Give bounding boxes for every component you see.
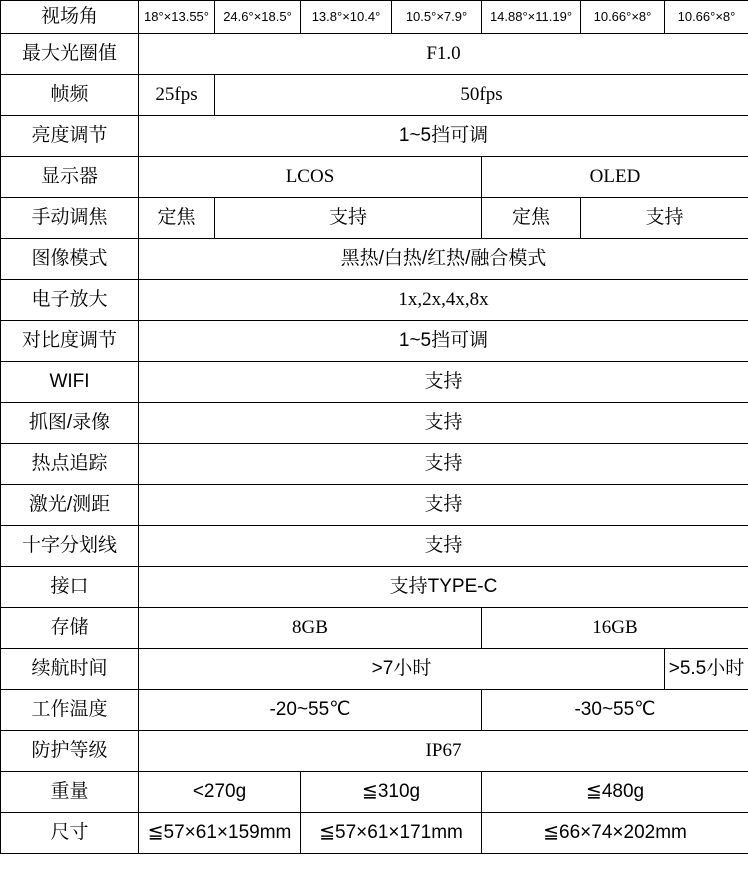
table-row [1,485,748,526]
table-cell: 13.8°×10.4° [301,1,392,34]
table-cell: 支持 [139,444,748,485]
row-label: 亮度调节 [1,116,139,157]
table-cell: ≦57×61×159mm [139,813,301,854]
row-label: 尺寸 [1,813,139,854]
table-row [1,403,748,444]
row-label: 显示器 [1,157,139,198]
table-cell: >7小时 [139,649,665,690]
table-cell: 18°×13.55° [139,1,215,34]
table-row [1,239,748,280]
table-cell: 支持TYPE-C [139,567,748,608]
row-label: 激光/测距 [1,485,139,526]
table-cell: 50fps [215,75,748,116]
table-cell: LCOS [139,157,482,198]
table-cell: 24.6°×18.5° [215,1,301,34]
row-label: 图像模式 [1,239,139,280]
row-label: 对比度调节 [1,321,139,362]
specification-table-body [1,1,748,854]
table-row [1,34,748,75]
table-row [1,1,748,34]
row-label: 视场角 [1,1,139,34]
row-label: 抓图/录像 [1,403,139,444]
table-cell: -20~55℃ [139,690,482,731]
table-cell: 14.88°×11.19° [482,1,581,34]
row-label: 十字分划线 [1,526,139,567]
table-row [1,157,748,198]
table-cell: ≦480g [482,772,748,813]
table-cell: 1x,2x,4x,8x [139,280,748,321]
table-cell: 支持 [139,526,748,567]
table-cell: 1~5挡可调 [139,116,748,157]
table-row [1,649,748,690]
table-row [1,362,748,403]
table-row [1,813,748,854]
row-label: 接口 [1,567,139,608]
table-cell: <270g [139,772,301,813]
row-label: 手动调焦 [1,198,139,239]
table-cell: ≦310g [301,772,482,813]
table-cell: 支持 [215,198,482,239]
row-label: 存储 [1,608,139,649]
table-cell: 8GB [139,608,482,649]
table-cell: 10.66°×8° [581,1,665,34]
row-label: 工作温度 [1,690,139,731]
table-cell: 定焦 [139,198,215,239]
table-cell: >5.5小时 [665,649,748,690]
table-row [1,116,748,157]
table-cell: 支持 [139,403,748,444]
table-cell: 25fps [139,75,215,116]
table-row [1,444,748,485]
table-row [1,772,748,813]
table-cell: 10.5°×7.9° [392,1,482,34]
table-cell: -30~55℃ [482,690,748,731]
table-row [1,690,748,731]
table-cell: 16GB [482,608,748,649]
table-row [1,526,748,567]
table-cell: 黑热/白热/红热/融合模式 [139,239,748,280]
table-row [1,567,748,608]
table-cell: OLED [482,157,748,198]
table-row [1,198,748,239]
row-label: WIFI [1,362,139,403]
table-row [1,731,748,772]
table-row [1,321,748,362]
table-cell: ≦66×74×202mm [482,813,748,854]
table-cell: 定焦 [482,198,581,239]
row-label: 重量 [1,772,139,813]
table-cell: 1~5挡可调 [139,321,748,362]
table-row [1,280,748,321]
table-cell: IP67 [139,731,748,772]
table-cell: 支持 [139,485,748,526]
table-cell: 10.66°×8° [665,1,748,34]
row-label: 续航时间 [1,649,139,690]
table-cell: 支持 [139,362,748,403]
table-cell: ≦57×61×171mm [301,813,482,854]
table-row [1,75,748,116]
row-label: 帧频 [1,75,139,116]
row-label: 热点追踪 [1,444,139,485]
table-cell: F1.0 [139,34,748,75]
row-label: 最大光圈值 [1,34,139,75]
table-cell: 支持 [581,198,748,239]
row-label: 防护等级 [1,731,139,772]
table-row [1,608,748,649]
row-label: 电子放大 [1,280,139,321]
